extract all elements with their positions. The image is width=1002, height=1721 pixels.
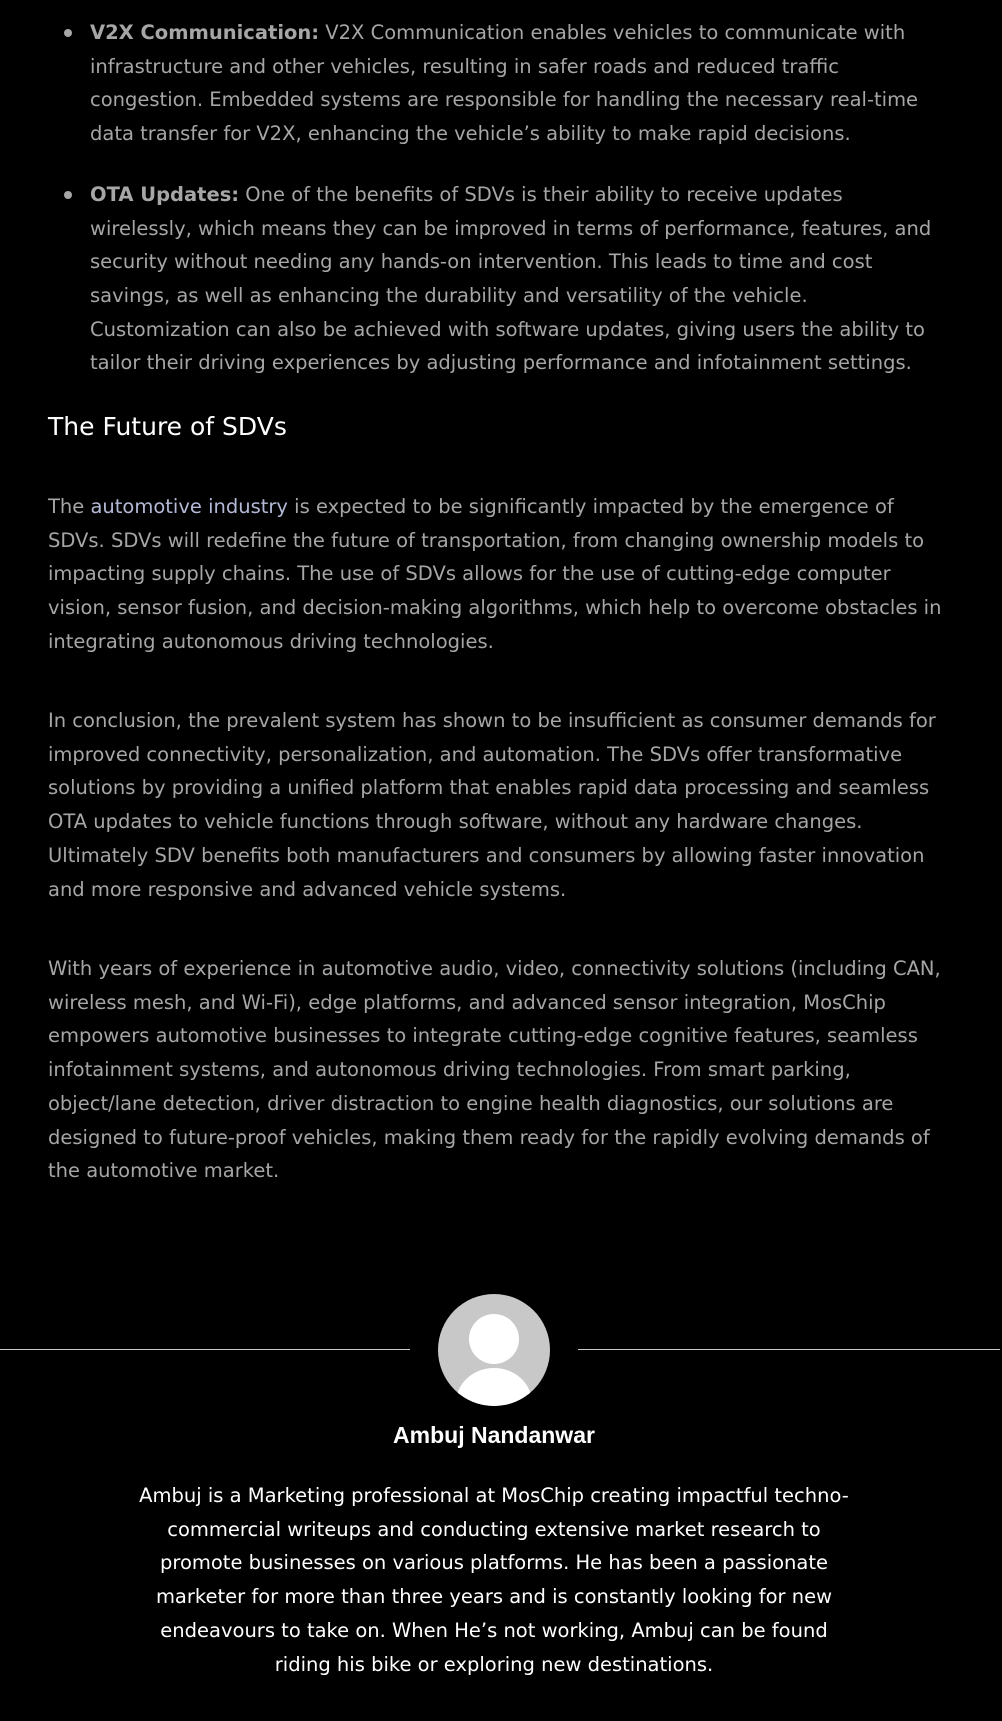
- bullet-dot-icon: [64, 29, 72, 37]
- author-bio: Ambuj is a Marketing professional at MosChip creating impactful techno-commercial writeups and conducting extensive market research to promote businesses on various platforms. He has been a passionate marketer for more than three years and is constantly looking for new endeavours to take on. When He’s not working, Ambuj can be found riding his bike or exploring new destinations.: [139, 1484, 849, 1676]
- article-content: [48, 16, 948, 1183]
- automotive-industry-link[interactable]: automotive industry: [90, 495, 288, 518]
- bullet-text: One of the benefits of SDVs is their ability to receive updates wirelessly, which means they can be improved in terms of performance, features, and security without needing any hands-on intervention. This leads to time and cost savings, as well as enhancing the durability and versatility of the vehicle. Customization can also be achieved with software updates, giving users the ability to tailor their driving experiences by adjusting performance and infotainment settings.: [90, 182, 932, 375]
- author-name: Ambuj Nandanwar: [393, 1422, 595, 1448]
- moschip-paragraph: With years of experience in automotive audio, video, connectivity solutions (including CAN, wireless mesh, and Wi-Fi), edge platforms, and advanced sensor integration, MosChip empowers automotive businesses to integrate cutting-edge cognitive features, seamless infotainment systems, and autonomous driving technologies. From smart parking, object/lane detection, driver distraction to engine health diagnostics, our solutions are designed to future-proof vehicles, making them ready for the rapidly evolving demands of the automotive market.: [48, 957, 941, 1183]
- user-avatar-icon: [438, 1294, 550, 1406]
- divider-left: [0, 1349, 410, 1350]
- section-heading: The Future of SDVs: [48, 412, 287, 441]
- feature-bullet-list: [48, 16, 948, 380]
- bullet-term: V2X Communication:: [90, 21, 320, 44]
- conclusion-paragraph: In conclusion, the prevalent system has shown to be insufficient as consumer demands for improved connectivity, personalization, and automation. The SDVs offer transformative solutions by providing a unified platform that enables rapid data processing and seamless OTA updates to vehicle functions through software, without any hardware changes. Ultimately SDV benefits both manufacturers and consumers by allowing faster innovation and more responsive and advanced vehicle systems.: [48, 709, 936, 901]
- bullet-term: OTA Updates:: [90, 182, 240, 206]
- bullet-item-v2x: [48, 16, 948, 151]
- future-paragraph-prefix: The: [48, 495, 91, 518]
- future-paragraph-suffix: is expected to be significantly impacted by the emergence of SDVs. SDVs will redefine the future of transportation, from changing ownership models to impacting supply chains. The use of SDVs allows for the use of cutting-edge computer vision, sensor fusion, and decision-making algorithms, which help to overcome obstacles in integrating autonomous driving technologies.: [48, 495, 942, 653]
- bullet-item-ota: [48, 178, 948, 380]
- divider-right: [578, 1349, 1000, 1350]
- avatar-head: [469, 1314, 519, 1364]
- bullet-dot-icon: [64, 191, 72, 199]
- future-paragraph: [48, 490, 948, 659]
- bullet-text: V2X Communication enables vehicles to communicate with infrastructure and other vehicles, resulting in safer roads and reduced traffic congestion. Embedded systems are responsible for handling the necessary real-time data transfer for V2X, enhancing the vehicle’s ability to make rapid decisions.: [90, 21, 919, 146]
- avatar-body: [456, 1368, 532, 1406]
